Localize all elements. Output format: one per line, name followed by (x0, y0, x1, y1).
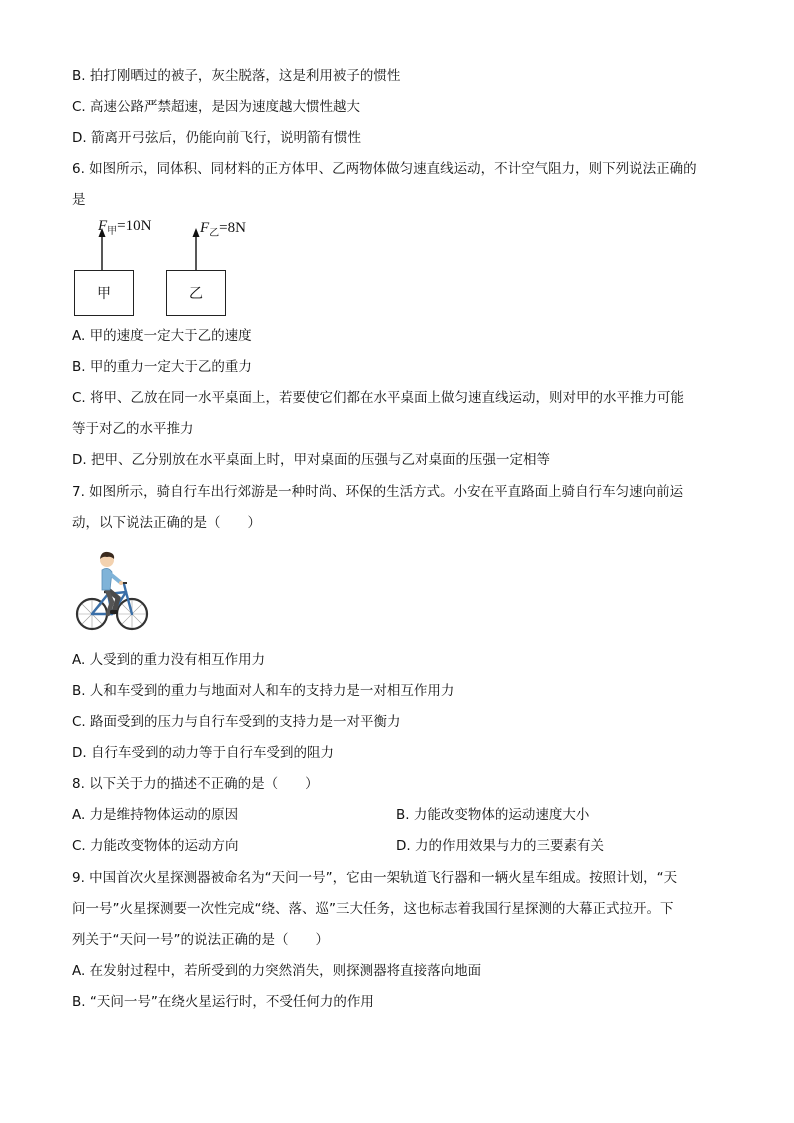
option-6d: D. 把甲、乙分别放在水平桌面上时，甲对桌面的压强与乙对桌面的压强一定相等 (72, 452, 550, 468)
question-6-stem-cont: 是 (72, 192, 86, 208)
question-8-stem: 8. 以下关于力的描述不正确的是（ ） (72, 776, 319, 792)
option-6c: C. 将甲、乙放在同一水平桌面上，若要使它们都在水平桌面上做匀速直线运动，则对甲的水平推力可能 (72, 390, 685, 406)
box-jia: 甲 (74, 270, 134, 316)
option-7d: D. 自行车受到的动力等于自行车受到的阻力 (72, 745, 334, 761)
box-yi: 乙 (166, 270, 226, 316)
option-6a: A. 甲的速度一定大于乙的速度 (72, 328, 252, 344)
option-7a: A. 人受到的重力没有相互作用力 (72, 652, 266, 668)
option-9b: B. “天问一号”在绕火星运行时，不受任何力的作用 (72, 994, 374, 1010)
option-6b: B. 甲的重力一定大于乙的重力 (72, 359, 252, 375)
question-9-stem-cont: 问一号”火星探测要一次性完成“绕、落、巡”三大任务，这也标志着我国行星探测的大幕正式拉开。下 (72, 901, 674, 917)
question-7-stem: 7. 如图所示，骑自行车出行郊游是一种时尚、环保的生活方式。小安在平直路面上骑自行车匀速向前运 (72, 484, 684, 500)
question-9-stem: 9. 中国首次火星探测器被命名为“天问一号”，它由一架轨道飞行器和一辆火星车组成。按照计划，“天 (72, 870, 678, 886)
option-6c-cont: 等于对乙的水平推力 (72, 421, 194, 437)
option-8c: C. 力能改变物体的运动方向 (72, 838, 239, 854)
question-7-stem-cont: 动，以下说法正确的是（ ） (72, 515, 261, 531)
figure-6 (70, 214, 270, 320)
force-label-jia: $F_甲=10N$ (98, 218, 152, 237)
option-8d: D. 力的作用效果与力的三要素有关 (396, 838, 604, 854)
question-6-stem: 6. 如图所示，同体积、同材料的正方体甲、乙两物体做匀速直线运动，不计空气阻力，则下列说法正确的 (72, 161, 697, 177)
option-8b: B. 力能改变物体的运动速度大小 (396, 807, 590, 823)
option-7b: B. 人和车受到的重力与地面对人和车的支持力是一对相互作用力 (72, 683, 455, 699)
option-5d: D. 箭离开弓弦后，仍能向前飞行，说明箭有惯性 (72, 130, 361, 146)
option-7c: C. 路面受到的压力与自行车受到的支持力是一对平衡力 (72, 714, 401, 730)
option-9a: A. 在发射过程中，若所受到的力突然消失，则探测器将直接落向地面 (72, 963, 482, 979)
option-8a: A. 力是维持物体运动的原因 (72, 807, 239, 823)
option-5b: B. 拍打刚晒过的被子，灰尘脱落，这是利用被子的惯性 (72, 68, 401, 84)
question-9-stem-cont2: 列关于“天问一号”的说法正确的是（ ） (72, 932, 329, 948)
cyclist-illustration (74, 548, 150, 634)
option-5c: C. 高速公路严禁超速，是因为速度越大惯性越大 (72, 99, 361, 115)
force-label-yi: $F_乙=8N$ (200, 220, 246, 239)
